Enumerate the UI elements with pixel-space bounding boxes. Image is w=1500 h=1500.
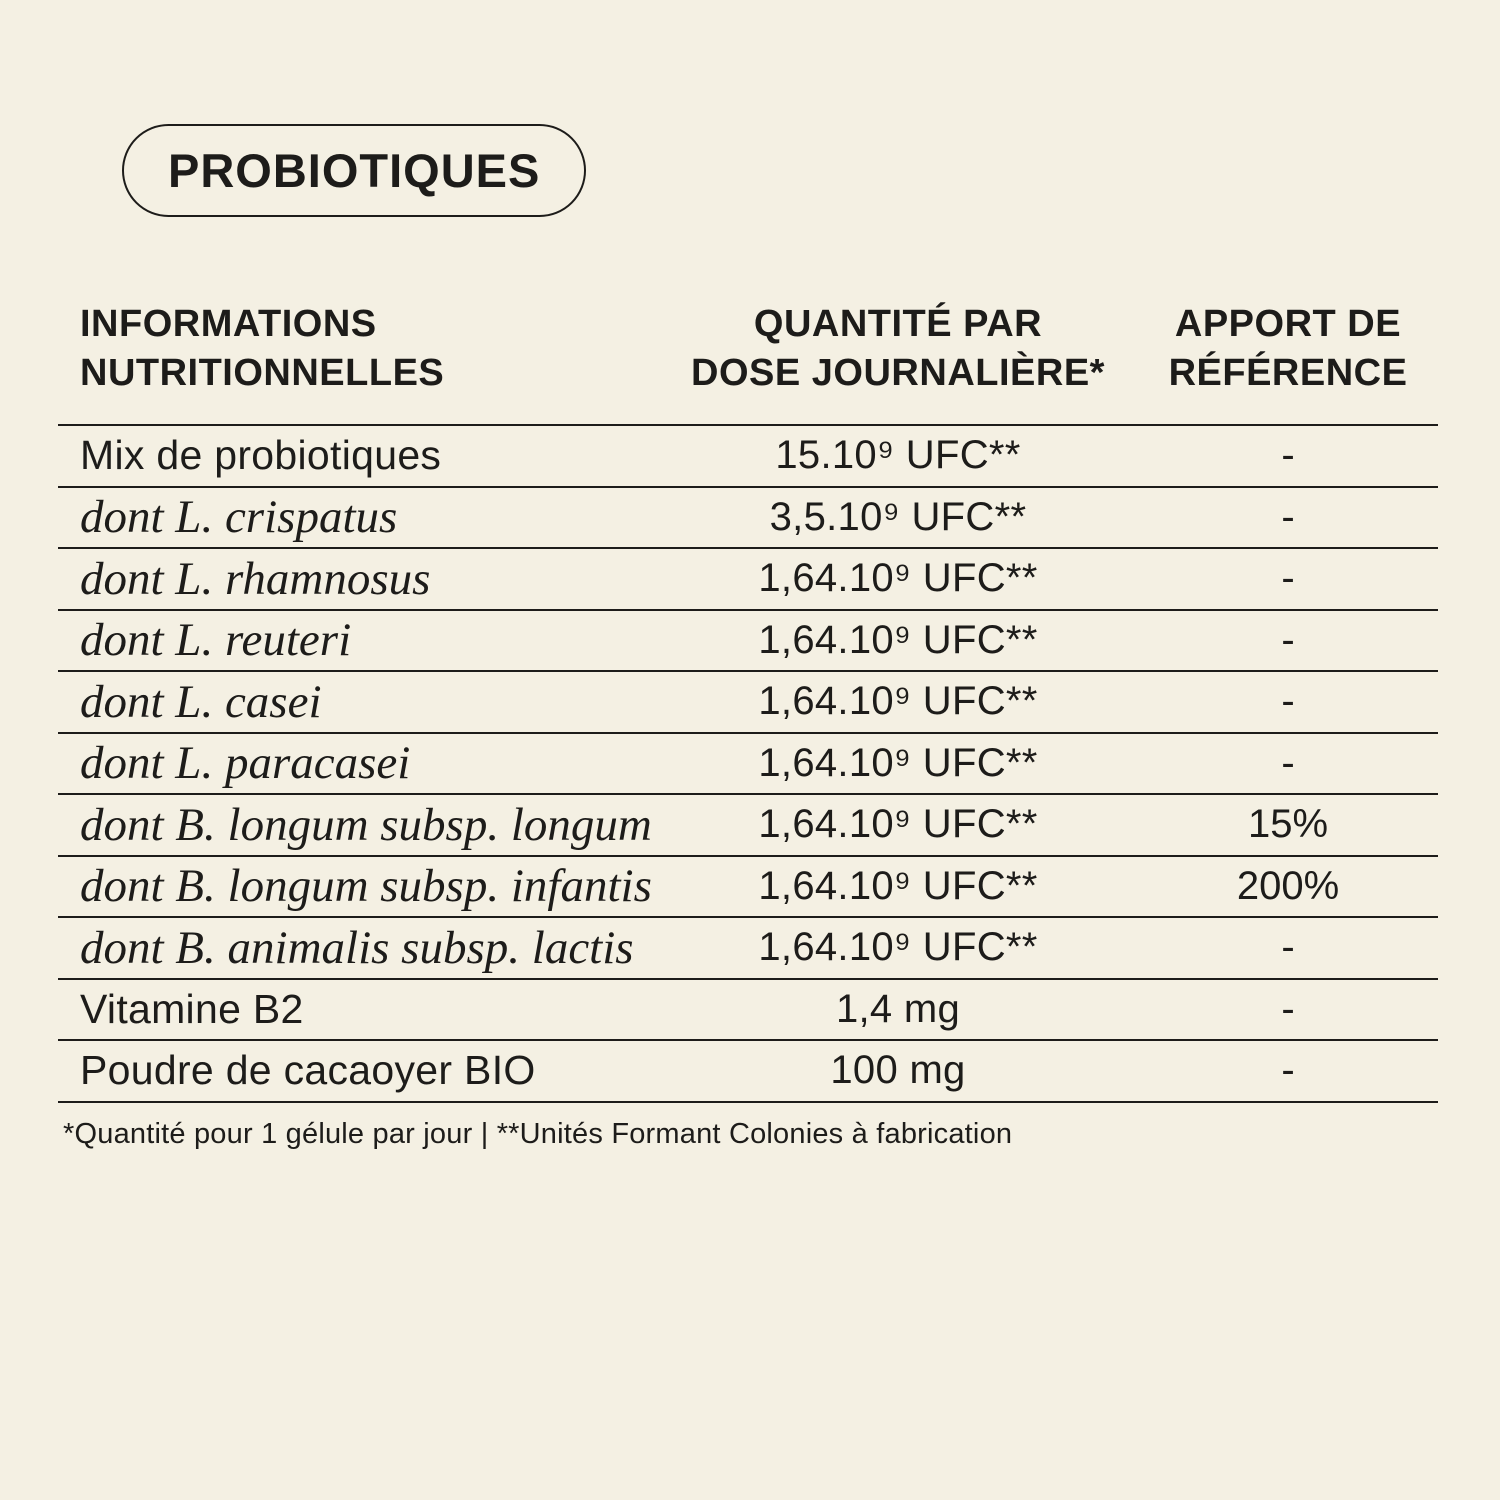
quantity-value: 1,64.10⁹ UFC** xyxy=(758,802,1038,847)
reference-value: - xyxy=(1281,494,1295,539)
footnote: *Quantité pour 1 gélule par jour | **Unités Formant Colonies à fabrication xyxy=(63,1118,1013,1150)
table-row xyxy=(58,549,1438,611)
quantity-value: 1,64.10⁹ UFC** xyxy=(758,740,1038,785)
ingredient-name: Mix de probiotiques xyxy=(80,432,442,479)
table-row xyxy=(58,918,1438,980)
table-row xyxy=(58,980,1438,1042)
table-row xyxy=(58,611,1438,673)
ingredient-name: dont L. crispatus xyxy=(80,491,398,544)
quantity-value: 1,4 mg xyxy=(835,986,961,1031)
table-header-row xyxy=(58,300,1438,424)
quantity-value: 100 mg xyxy=(830,1048,966,1093)
table-row xyxy=(58,488,1438,550)
ingredient-name: dont L. reuteri xyxy=(80,614,352,667)
ingredient-name: dont B. longum subsp. longum xyxy=(80,798,652,851)
reference-value: - xyxy=(1281,986,1295,1031)
ingredient-name: dont L. paracasei xyxy=(80,737,411,790)
reference-value: - xyxy=(1281,925,1295,970)
quantity-value: 1,64.10⁹ UFC** xyxy=(758,679,1038,724)
ingredient-name: dont B. longum subsp. infantis xyxy=(80,860,652,913)
quantity-value: 1,64.10⁹ UFC** xyxy=(758,556,1038,601)
ingredient-name: dont B. animalis subsp. lactis xyxy=(80,921,634,974)
header-apport-de-reference xyxy=(1138,300,1438,398)
reference-value: - xyxy=(1281,617,1295,662)
reference-value: - xyxy=(1281,679,1295,724)
header-informations-nutritionnelles xyxy=(58,300,658,398)
nutrition-table xyxy=(58,300,1438,1103)
table-row xyxy=(58,1041,1438,1101)
badge-label: PROBIOTIQUES xyxy=(168,144,541,197)
table-row xyxy=(58,672,1438,734)
table-row xyxy=(58,426,1438,488)
quantity-value: 1,64.10⁹ UFC** xyxy=(758,925,1038,970)
ingredient-name: Vitamine B2 xyxy=(80,985,304,1032)
header-col2-line1: QUANTITÉ PAR xyxy=(753,303,1043,345)
header-col1-line1: INFORMATIONS xyxy=(80,303,377,345)
quantity-value: 15.10⁹ UFC** xyxy=(775,433,1021,478)
reference-value: - xyxy=(1281,433,1295,478)
header-col3-line2: RÉFÉRENCE xyxy=(1168,352,1408,394)
reference-value: 15% xyxy=(1247,802,1329,847)
table-row xyxy=(58,795,1438,857)
quantity-value: 1,64.10⁹ UFC** xyxy=(758,863,1038,908)
reference-value: - xyxy=(1281,1048,1295,1093)
ingredient-name: dont L. rhamnosus xyxy=(80,552,431,605)
header-col3-line1: APPORT DE xyxy=(1174,303,1402,345)
table-row xyxy=(58,734,1438,796)
category-badge xyxy=(122,124,586,217)
reference-value: - xyxy=(1281,740,1295,785)
reference-value: - xyxy=(1281,556,1295,601)
ingredient-name: dont L. casei xyxy=(80,675,322,728)
header-col2-line2: DOSE JOURNALIÈRE* xyxy=(691,352,1105,394)
table-row xyxy=(58,857,1438,919)
quantity-value: 3,5.10⁹ UFC** xyxy=(769,494,1027,539)
header-quantite-par-dose xyxy=(658,300,1138,398)
header-col1-line2: NUTRITIONNELLES xyxy=(80,352,445,394)
table-body xyxy=(58,424,1438,1103)
reference-value: 200% xyxy=(1236,863,1340,908)
ingredient-name: Poudre de cacaoyer BIO xyxy=(80,1047,536,1094)
quantity-value: 1,64.10⁹ UFC** xyxy=(758,617,1038,662)
